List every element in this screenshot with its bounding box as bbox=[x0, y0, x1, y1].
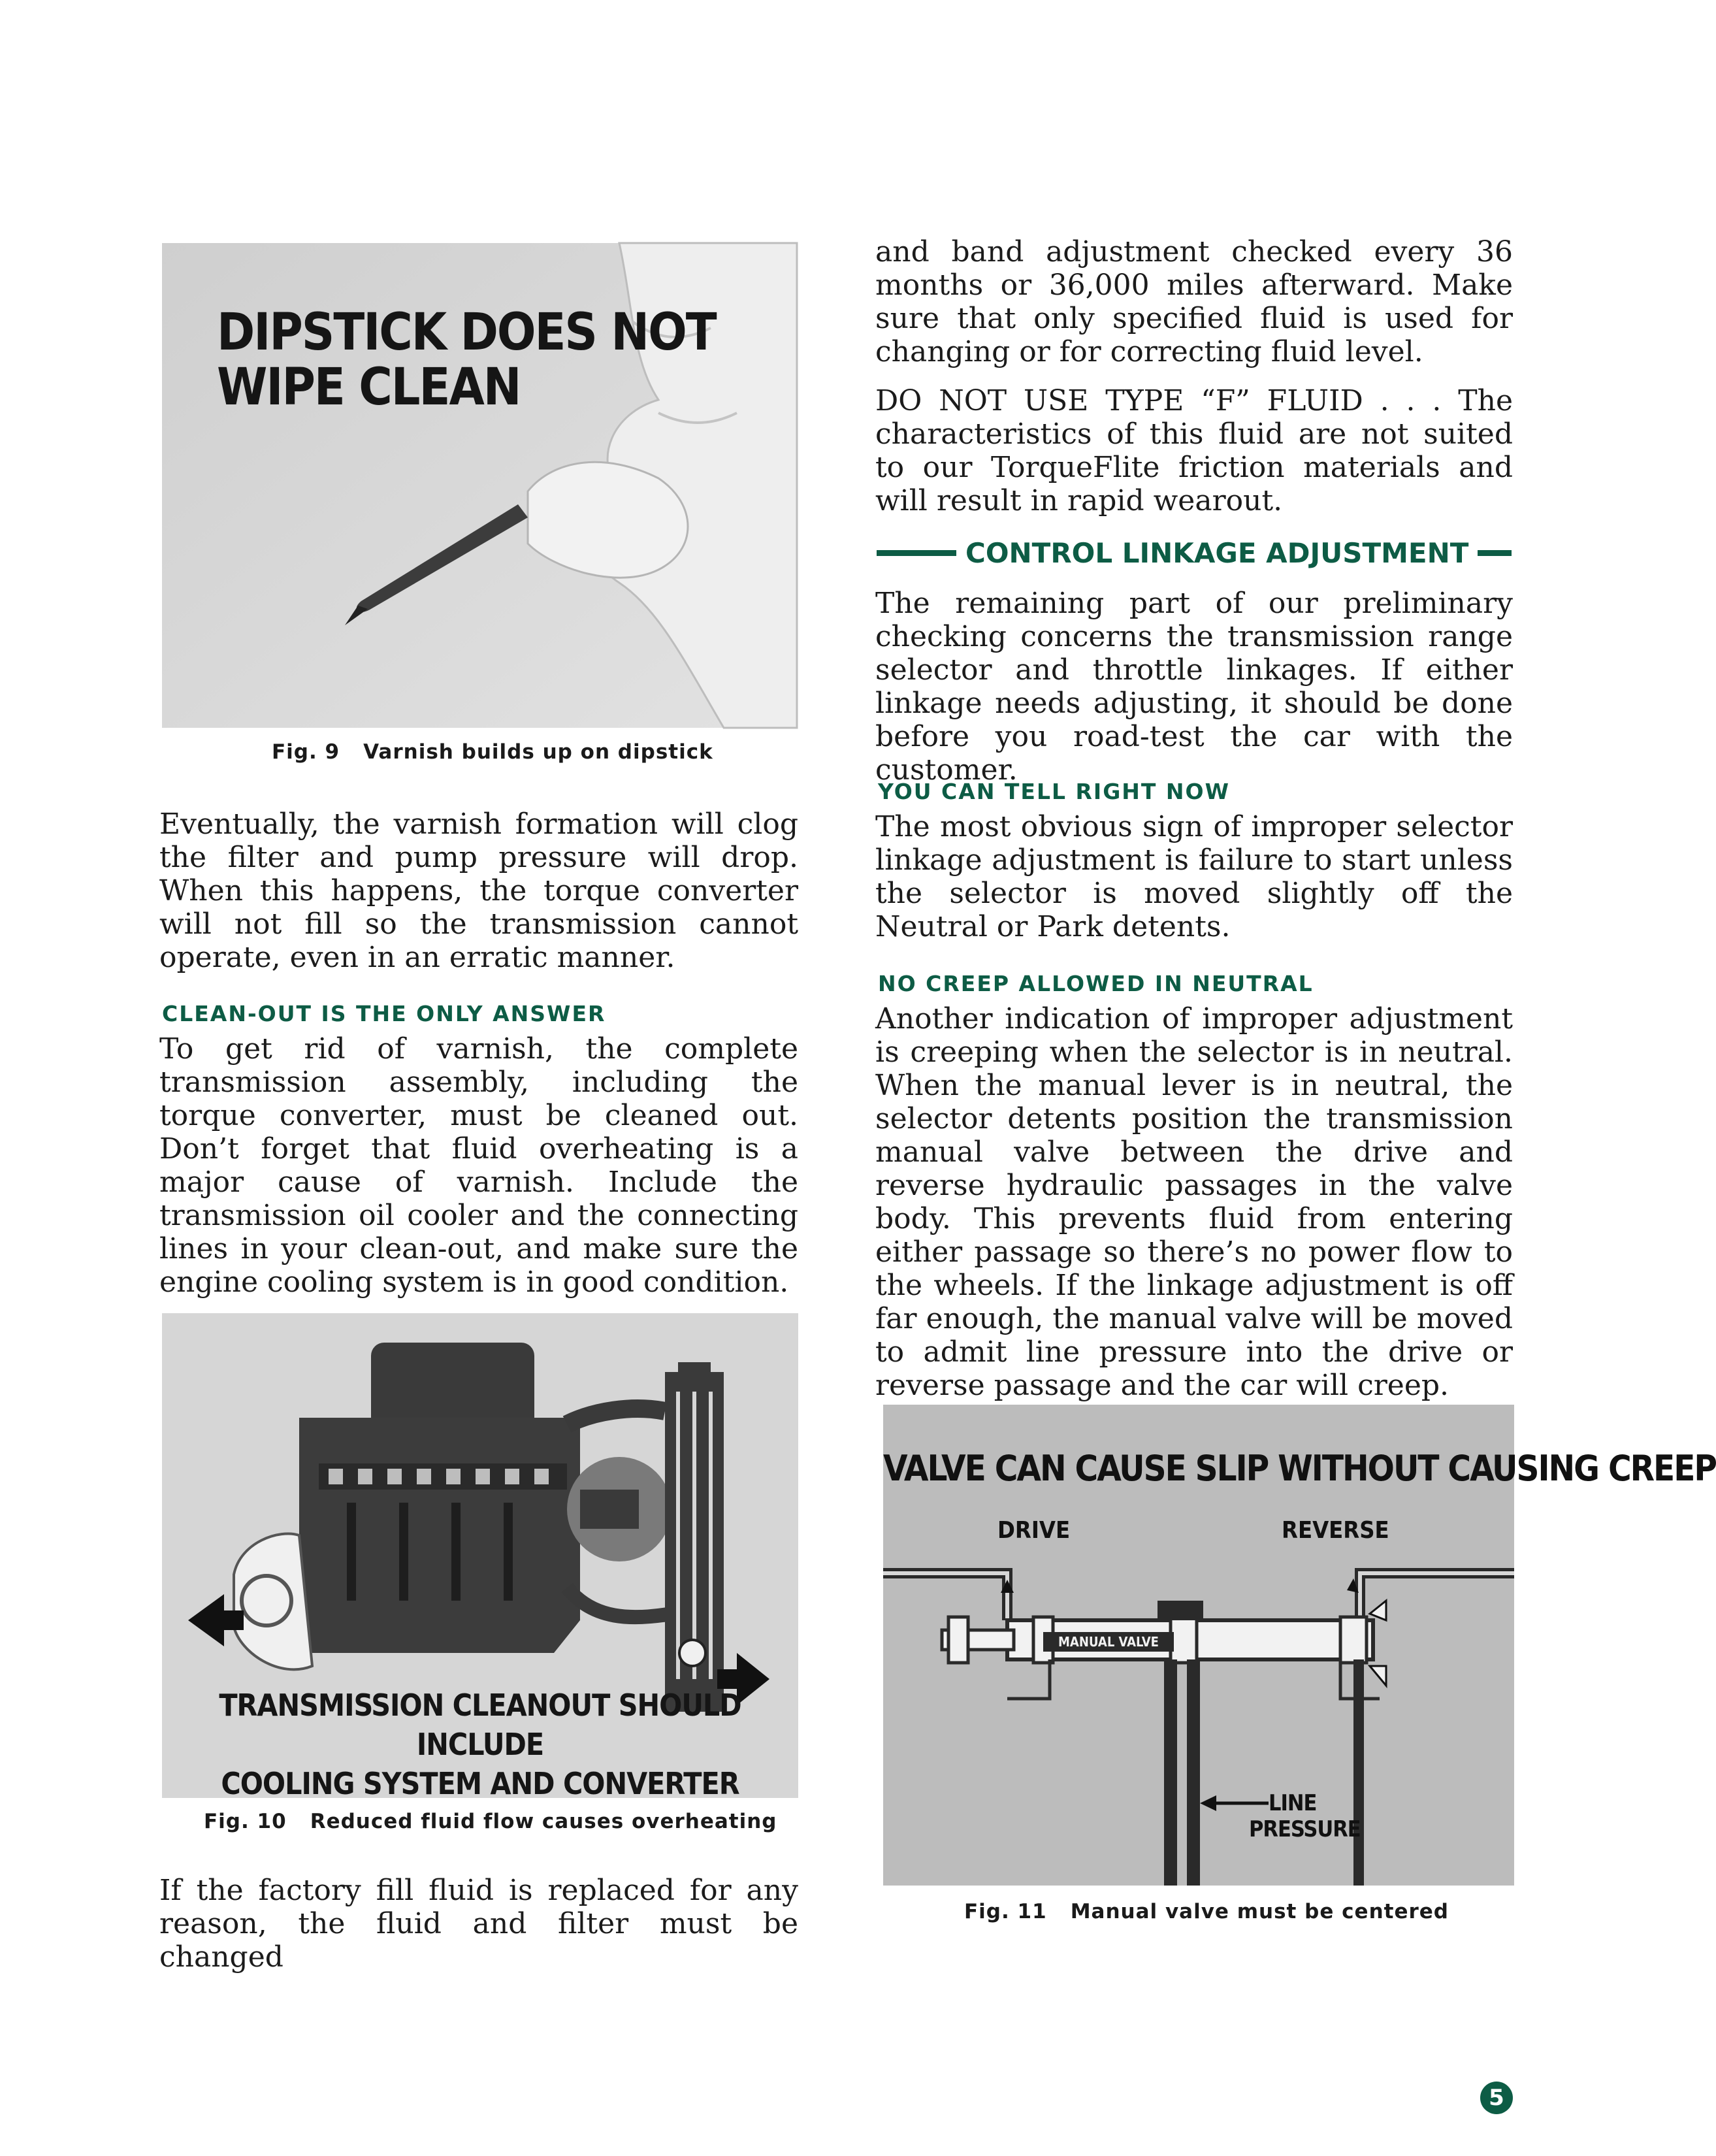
fig10-number: Fig. 10 bbox=[204, 1810, 287, 1833]
clean-out-heading: CLEAN-OUT IS THE ONLY ANSWER bbox=[162, 1001, 606, 1026]
label-reverse: REVERSE bbox=[1282, 1517, 1389, 1544]
control-linkage-banner bbox=[877, 537, 1512, 569]
fig10-photo-title-line2: COOLING SYSTEM AND CONVERTER bbox=[221, 1766, 739, 1801]
fig9-caption-text: Varnish builds up on dipstick bbox=[363, 740, 713, 764]
left-paragraph-3: If the factory fill fluid is replaced for any reason, the fluid and filter must be changed bbox=[159, 1874, 798, 1974]
label-drive: DRIVE bbox=[997, 1517, 1071, 1544]
fig9-photo bbox=[162, 243, 797, 728]
fig11-diagram bbox=[883, 1405, 1716, 1886]
label-line-pressure bbox=[1249, 1790, 1361, 1842]
label-pressure: PRESSURE bbox=[1249, 1816, 1361, 1842]
right-paragraph-1: and band adjustment checked every 36 months or 36,000 miles afterward. Make sure that only specified fluid is used for changing or for correcting fluid level. bbox=[875, 235, 1513, 368]
fig10-caption bbox=[204, 1810, 777, 1833]
fig11-caption-text: Manual valve must be centered bbox=[1070, 1900, 1449, 1923]
fig11-caption bbox=[964, 1900, 1449, 1923]
right-paragraph-4: The most obvious sign of improper selector linkage adjustment is failure to start unless the selector is moved slightly off the Neutral or Park detents. bbox=[875, 810, 1513, 943]
banner-title: CONTROL LINKAGE ADJUSTMENT bbox=[965, 537, 1469, 569]
fig10-photo bbox=[162, 1313, 798, 1801]
fig9-photo-title-line1: DIPSTICK DOES NOT bbox=[217, 303, 716, 362]
left-paragraph-2: To get rid of varnish, the complete transmission assembly, including the torque converter, must be cleaned out. Don’t forget that fluid overheating is a major cause of varnish. Include the transmission oil cooler and the connecting lines in your clean-out, and make sure the engine cooling system is in good condition. bbox=[159, 1032, 798, 1299]
fig11-number: Fig. 11 bbox=[964, 1900, 1047, 1923]
you-can-tell-heading: YOU CAN TELL RIGHT NOW bbox=[878, 779, 1230, 804]
right-paragraph-3: The remaining part of our preliminary checking concerns the transmission range selector and throttle linkages. If either linkage needs adjusting, it should be done before you road-test the car with the customer. bbox=[875, 587, 1513, 787]
left-paragraph-1: Eventually, the varnish formation will clog the filter and pump pressure will drop. When this happens, the torque converter will not fill so the transmission cannot operate, even in an erratic manner. bbox=[159, 808, 798, 974]
no-creep-heading: NO CREEP ALLOWED IN NEUTRAL bbox=[878, 971, 1314, 996]
fig9-photo-title-line2: WIPE CLEAN bbox=[217, 358, 521, 417]
right-paragraph-5: Another indication of improper adjustment is creeping when the selector is in neutral. When the manual lever is in neutral, the selector detents position the transmission manual valve between the drive and reverse hydraulic passages in the valve body. This prevents fluid from entering either passage so there’s no power flow to the wheels. If the linkage adjustment is off far enough, the manual valve will be moved to admit line pressure into the drive or reverse passage and the car will creep. bbox=[875, 1002, 1513, 1402]
label-line: LINE bbox=[1269, 1790, 1317, 1816]
fig10-photo-title-line1: TRANSMISSION CLEANOUT SHOULD INCLUDE bbox=[219, 1688, 741, 1762]
fig10-caption-text: Reduced fluid flow causes overheating bbox=[310, 1810, 777, 1833]
fig9-caption bbox=[272, 740, 713, 764]
right-paragraph-2: DO NOT USE TYPE “F” FLUID . . . The characteristics of this fluid are not suited to our TorqueFlite friction materials and will result in rapid wearout. bbox=[875, 384, 1513, 517]
fig11-title: VALVE CAN CAUSE SLIP WITHOUT CAUSING CREEP bbox=[883, 1448, 1716, 1489]
banner-rule-left bbox=[877, 550, 956, 556]
page-number: 5 bbox=[1480, 2082, 1513, 2114]
banner-rule-right bbox=[1478, 550, 1512, 556]
fig9-number: Fig. 9 bbox=[272, 740, 340, 764]
label-manual-valve: MANUAL VALVE bbox=[1058, 1634, 1159, 1650]
